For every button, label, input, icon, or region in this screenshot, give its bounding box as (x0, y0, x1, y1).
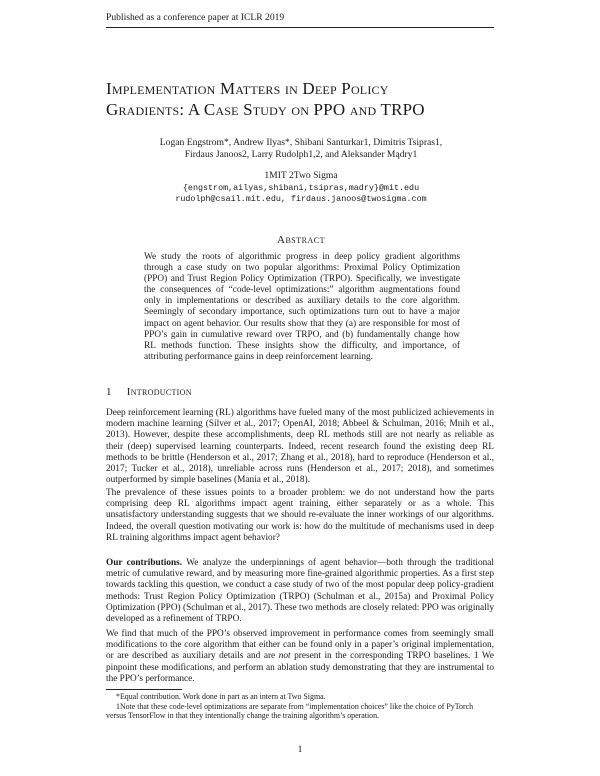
title-line-1: Implementation Matters in Deep Policy (106, 79, 389, 98)
email-line-1: {engstrom,ailyas,shibani,tsipras,madry}@mit.edu (182, 183, 420, 193)
p4-text-b: present in the corresponding TRPO baselines. 1 We pinpoint these modifications, and perform an ablation study demonstrating that they are instrumental to the PPO’s performance. (106, 651, 494, 684)
footnote-rule (106, 689, 182, 690)
p4-emphasis: not (278, 651, 291, 662)
intro-paragraph-4 (106, 629, 494, 685)
abstract-heading: Abstract (277, 234, 325, 246)
section-title: Introduction (126, 386, 192, 398)
section-number: 1 (106, 386, 112, 398)
authors-line-2: Firdaus Janoos2, Larry Rudolph1,2, and Aleksander Mądry1 (184, 149, 418, 161)
affiliations: 1MIT 2Two Sigma (264, 170, 338, 181)
authors-line-1: Logan Engstrom*, Andrew Ilyas*, Shibani Santurkar1, Dimitris Tsipras1, (159, 137, 443, 148)
abstract-text: We study the roots of algorithmic progress in deep policy gradient algorithms through a case study on two popular algorithms: Proximal Policy Optimization (PPO) and Trust Region Policy Optimization (TRPO). Specifically, we investigate the consequences of “code-level optimizations:” algorithm augmentations found only in implementations or described as auxiliary details to the core algorithm. Seemingly of secondary importance, such optimizations turn out to have a major impact on agent behavior. Our results show that they (a) are responsible for most of PPO’s gain in cumulative reward over TRPO, and (b) fundamentally change how RL methods function. These insights show the difficulty, and importance, of attributing performance gains in deep reinforcement learning. (144, 252, 460, 362)
intro-paragraph-2: The prevalence of these issues points to a broader problem: we do not understand how the parts comprising deep RL algorithms impact agent training, either separately or as a whole. This unsatisfactory understanding suggests that we should re-evaluate the inner workings of our algorithms. Indeed, the overall question motivating our work is: how do the multitude of mechanisms used in deep RL training algorithms impact agent behavior? (106, 488, 494, 543)
page-number: 1 (297, 744, 303, 755)
author-emails (106, 183, 496, 205)
paper-title (106, 78, 506, 120)
contributions-lead: Our contributions. (106, 558, 183, 568)
intro-paragraph-1: Deep reinforcement learning (RL) algorithms have fueled many of the most publicized achievements in modern machine learning (Silver et al., 2017; OpenAI, 2018; Abbeel & Schulman, 2016; Mnih et al., 2013). However, despite these accomplishments, deep RL methods still are not nearly as reliable as their (deep) supervised learning counterparts. Indeed, recent research found the existing deep RL methods to be brittle (Henderson et al., 2017; Zhang et al., 2018), hard to reproduce (Henderson et al., 2017; Tucker et al., 2018), unreliable across runs (Henderson et al., 2017; 2018), and sometimes outperformed by simple baselines (Mania et al., 2018). (106, 408, 494, 486)
header-rule (106, 27, 494, 28)
running-header: Published as a conference paper at ICLR 2019 (106, 12, 285, 23)
email-line-2: rudolph@csail.mit.edu, firdaus.janoos@twosigma.com (175, 194, 427, 205)
footnote-1: 1Note that these code-level optimizations are separate from “implementation choices” like the choice of PyTorch versus TensorFlow in that they intentionally change the training algorithm’s operation. (106, 701, 474, 721)
section-heading (106, 386, 192, 398)
author-list (106, 137, 496, 161)
contributions-text: We analyze the underpinnings of agent behavior—both through the traditional metric of cumulative reward, and by measuring more fine-grained algorithmic properties. As a first step towards tackling this question, we conduct a case study of two of the most popular deep policy-gradient methods: Trust Region Policy Optimization (TRPO) (Schulman et al., 2015a) and Proximal Policy Optimization (PPO) (Schulman et al., 2017). These two methods are closely related: PPO was originally developed as a refinement of TRPO. (106, 558, 495, 625)
contributions-paragraph (106, 558, 494, 625)
footnotes (106, 692, 494, 721)
title-line-2: Gradients: A Case Study on PPO and TRPO (106, 100, 425, 119)
footnote-equal-contribution: *Equal contribution. Work done in part as an intern at Two Sigma. (116, 692, 326, 701)
p4-text-a: We find that much of the PPO’s observed improvement in performance comes from seemingly small modifications to the core algorithm that either can be found only in a paper’s original implementation, or are described as auxiliary details and are (106, 629, 494, 662)
